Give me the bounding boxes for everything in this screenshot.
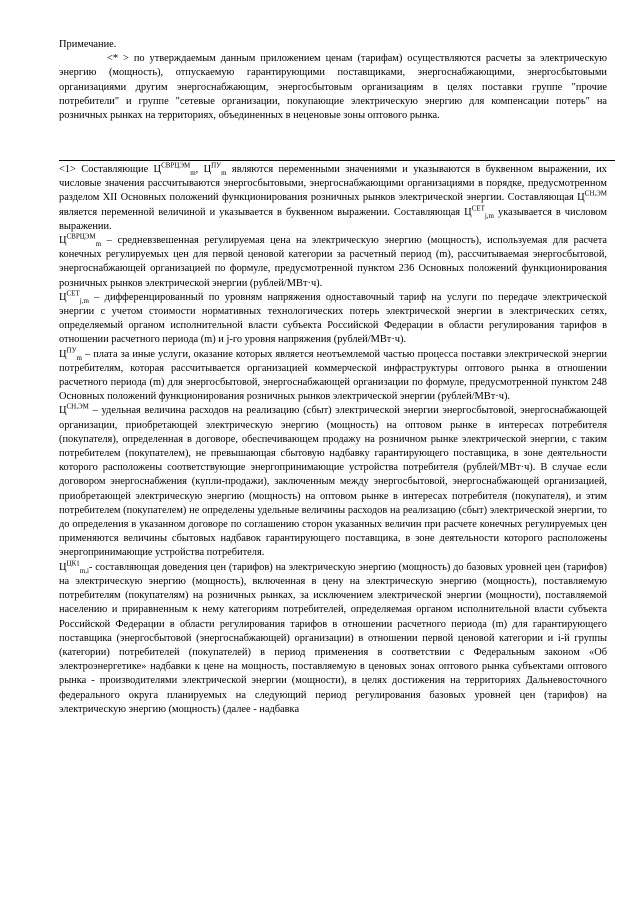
symbol-superscript: СВРЦЭМ (66, 232, 96, 241)
definition-svrcem (59, 234, 607, 291)
symbol-subscript: m (190, 169, 196, 178)
symbol-subscript: j,m (79, 296, 89, 305)
note-section (59, 38, 607, 123)
symbol-subscript: j,m (484, 211, 494, 220)
symbol: Ц (59, 348, 67, 360)
definition-sn-em (59, 404, 607, 560)
symbol-superscript: ПУ (66, 346, 77, 355)
footnote-1-text-a: <1> Составляющие Ц (59, 164, 162, 175)
symbol-subscript: m (221, 169, 227, 178)
footnote-1 (59, 163, 607, 234)
symbol: Ц (59, 235, 67, 247)
symbol-superscript: СН,ЭМ (584, 189, 607, 198)
footnote-divider (59, 160, 615, 161)
footnote-1-text-c: являются переменными значениями и указываются в буквенном выражении, их числовые значения рассчитываются энергосбытовыми, энергоснабжающими организациями в порядке, предусмотренном разделом XII Основных положений функционирования розничных рынков электрической энергии. Составляющая Ц (59, 164, 608, 204)
definition-text: - составляющая доведения цен (тарифов) на электрическую энергию (мощность) до базовых уровней цен (тарифов) на электрическую энергию (мощность), включенная в цену на электрическую энергию (мощность), поставляемую потребителям (покупателям) на розничных рынках, за исключением электрической энергии (мощности), поставляемой населению и приравненным к нему категориям потребителей, определяемая органом исполнительной власти субъекта Российской Федерации в области регулирования тарифов в отношении расчетного периода (m) для гарантирующего поставщика (энергосбытовой (энергоснабжающей) организации) в отношении первой ценовой категории и i-й группы (категории) потребителей (покупателей) в период применения в соответствии с Федеральным законом «Об электроэнергетике» надбавки к цене на мощность, поставляемую в ценовых зонах оптового рынка субъектами оптового рынка - производителями электрической энергии (мощности), в целях достижения на территориях Дальневосточного федерального округа планируемых на следующий период регулирования базовых уровней цен (тарифов) на электрическую энергию (мощность) (далее - надбавка (59, 561, 607, 715)
definition-ck1 (59, 561, 607, 717)
footnote-1-text-d: является переменной величиной и указывается в буквенном выражении. Составляющая Ц (59, 206, 472, 218)
symbol-superscript: СН,ЭМ (66, 402, 89, 411)
definition-text: – средневзвешенная регулируемая цена на электрическую энергию (мощность), используемая для расчета конечных регулируемых цен для первой ценовой категории за расчетный период (m), рассчитываемая энергосбытовой, энергоснабжающей организацией по формуле, предусмотренной пунктом 236 Основных положений функционирования розничных рынков электрической энергии (рублей/МВт·ч). (59, 235, 607, 289)
note-text: <* > по утверждаемым данным приложением ценам (тарифам) осуществляются расчеты за электрическую энергию (мощность), отпускаемую гарантирующими поставщиками, энергоснабжающими, энергосбытовыми организациями другим энергоснабжающим, энергосбытовым организациям в целях поставки группе "прочие потребители" и группе "сетевые организации, покупающие электрическую энергию для компенсации потерь" на розничных рынках на территориях, объединенных в неценовые зоны оптового рынка. (59, 53, 607, 122)
footnote-section (59, 163, 607, 717)
definition-text: – плата за иные услуги, оказание которых является неотъемлемой частью процесса поставки электрической энергии потребителям, которая рассчитывается организацией коммерческой инфраструктуры оптового рынка в отношении расчетного периода (m) для энергосбытовой, энергоснабжающей организации по формуле, предусмотренной пунктом 248 Основных положений функционирования розничных рынков электрической энергии (рублей/МВт·ч). (59, 348, 607, 403)
definition-text: – дифференцированный по уровням напряжения одноставочный тариф на услуги по передаче электрической энергии с учетом стоимости нормативных технологических потерь электрической энергии в электрических сетях, определяемый органом исполнительной власти субъекта Российской Федерации в области регулирования тарифов в отношении расчетного периода (m) и j-го уровня напряжения (рублей/МВт·ч). (59, 291, 607, 346)
symbol-superscript: ЦК1 (66, 559, 80, 568)
symbol-subscript: m (76, 353, 82, 362)
note-heading: Примечание. (59, 39, 117, 50)
symbol-superscript: СЕТ (66, 289, 80, 298)
symbol: Ц (59, 561, 67, 573)
footnote-1-text-b: , Ц (195, 164, 212, 175)
footnote-1-text-e: указывается в числовом выражении. (59, 206, 607, 232)
definition-pu (59, 348, 607, 405)
symbol: Ц (59, 405, 67, 417)
symbol-superscript: СВРЦЭМ (161, 161, 191, 170)
symbol: Ц (59, 291, 67, 303)
symbol-subscript: m,i (79, 566, 89, 575)
definition-text: – удельная величина расходов на реализацию (сбыт) электрической энергии энергосбытовой, энергоснабжающей организации, приобретающей электрическую энергию (мощность) на оптовом рынке в интересах потребителя (покупателя), определенная в договоре, обеспечивающем продажу на розничном рынке электрической энергии, с таким потребителем (покупателем), не превышающая сбытовую надбавку гарантирующего поставщика, в зоне деятельности которого расположены соответствующие энергопринимающие устройства потребителя (рублей/МВт·ч). В случае если договором энергоснабжения (купли-продажи), заключенным между энергосбытовой, энергоснабжающей организацией, приобретающей электрическую энергию (мощность) на оптовом рынке в интересах потребителя (покупателя), и этим потребителем (покупателем) не определены удельные величины расходов на реализацию (сбыт) электрической энергии, то до определения в указанном договоре по соглашению сторон указанных величин при расчете конечных регулируемых цен применяются величины сбытовых надбавок гарантирующего поставщика, в зоне деятельности которого расположены энергопринимающие устройства потребителя. (59, 405, 607, 559)
symbol-subscript: m (95, 240, 102, 249)
definition-set (59, 291, 607, 348)
symbol-superscript: ПУ (211, 161, 222, 170)
symbol-superscript: СЕТ (471, 204, 485, 213)
